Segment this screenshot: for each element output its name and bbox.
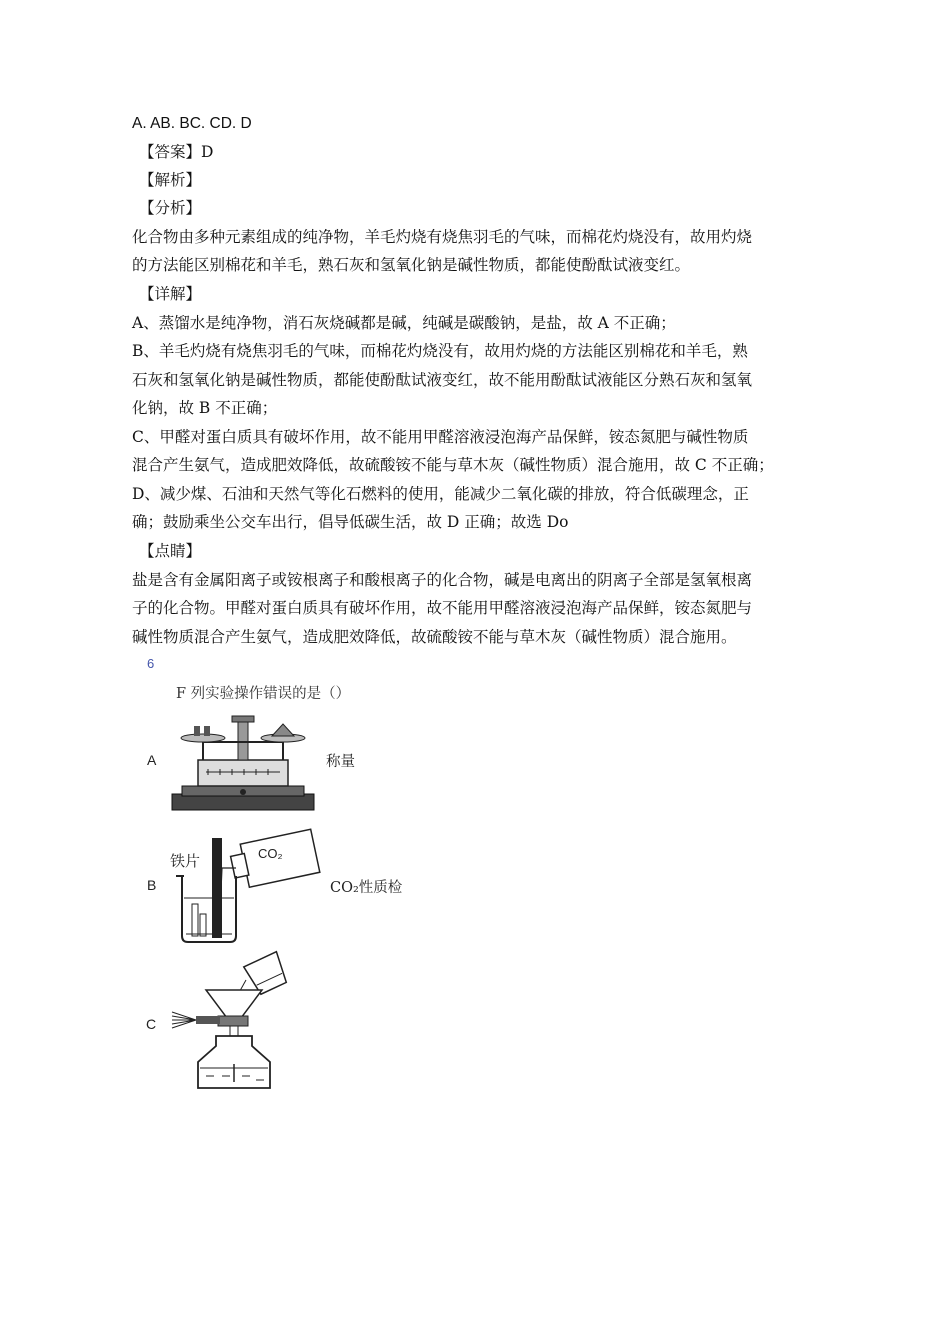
filtration-figure (166, 950, 296, 1096)
dianjing-label: 【点睛】 (139, 542, 202, 560)
fenxi-label: 【分析】 (139, 199, 202, 217)
dianjing-text-line: 碱性物质混合产生氨气，造成肥效降低，故硫酸铵不能与草木灰（碱性物质）混合施用。 (132, 628, 737, 646)
option-c-label: C (146, 1016, 157, 1032)
answer-label: 【答案】D (139, 143, 214, 161)
dianjing-text-line: 子的化合物。甲醛对蛋白质具有破坏作用，故不能用甲醛溶液浸泡海产品保鲜，铵态氮肥与 (132, 599, 753, 617)
xiangjie-text-line: 石灰和氢氧化钠是碱性物质，都能使酚酞试液变红，故不能用酚酞试液能区分熟石灰和氢氧 (132, 371, 753, 389)
xiangjie-text-line: A、蒸馏水是纯净物，消石灰烧碱都是碱，纯碱是碳酸钠，是盐，故 A 不正确； (132, 314, 676, 332)
answer-options-line: A. AB. BC. CD. D (132, 115, 252, 132)
dianjing-text-line: 盐是含有金属阳离子或铵根离子和酸根离子的化合物，碱是电离出的阴离子全部是氢氧根离 (132, 571, 753, 589)
option-a-desc: 称量 (326, 754, 355, 770)
option-b-label: B (147, 877, 157, 893)
xiangjie-text-line: 混合产生氨气，造成肥效降低，故硫酸铵不能与草木灰（碱性物质）混合施用，故 C 不正确； (132, 456, 774, 474)
question-number: 6 (147, 656, 155, 671)
analysis-label: 【解析】 (139, 171, 202, 189)
xiangjie-text-line: B、羊毛灼烧有烧焦羽毛的气味，而棉花灼烧没有，故用灼烧的方法能区别棉花和羊毛，熟 (132, 342, 748, 360)
co2-beaker-figure (166, 818, 326, 946)
xiangjie-label: 【详解】 (139, 285, 202, 303)
xiangjie-text-line: D、减少煤、石油和天然气等化石燃料的使用，能减少二氧化碳的排放，符合低碳理念，正 (132, 485, 749, 503)
xiangjie-text-line: 化钠，故 B 不正确； (132, 399, 278, 417)
fenxi-text-line: 的方法能区别棉花和羊毛，熟石灰和氢氧化钠是碱性物质，都能使酚酞试液变红。 (132, 256, 691, 274)
fig-label-iron: 铁片 (170, 852, 201, 870)
option-a-label: A (147, 752, 157, 768)
fig-label-co2: CO₂ (258, 846, 283, 861)
balance-scale-figure (168, 714, 318, 814)
xiangjie-text-line: C、甲醛对蛋白质具有破坏作用，故不能用甲醛溶液浸泡海产品保鲜，铵态氮肥与碱性物质 (132, 428, 749, 446)
xiangjie-text-line: 确；鼓励乘坐公交车出行，倡导低碳生活，故 D 正确；故选 Do (132, 513, 569, 531)
fenxi-text-line: 化合物由多种元素组成的纯净物，羊毛灼烧有烧焦羽毛的气味，而棉花灼烧没有，故用灼烧 (132, 228, 753, 246)
option-b-desc: CO₂性质检 (330, 880, 403, 896)
question-stem: F 列实验操作错误的是（） (176, 686, 351, 702)
